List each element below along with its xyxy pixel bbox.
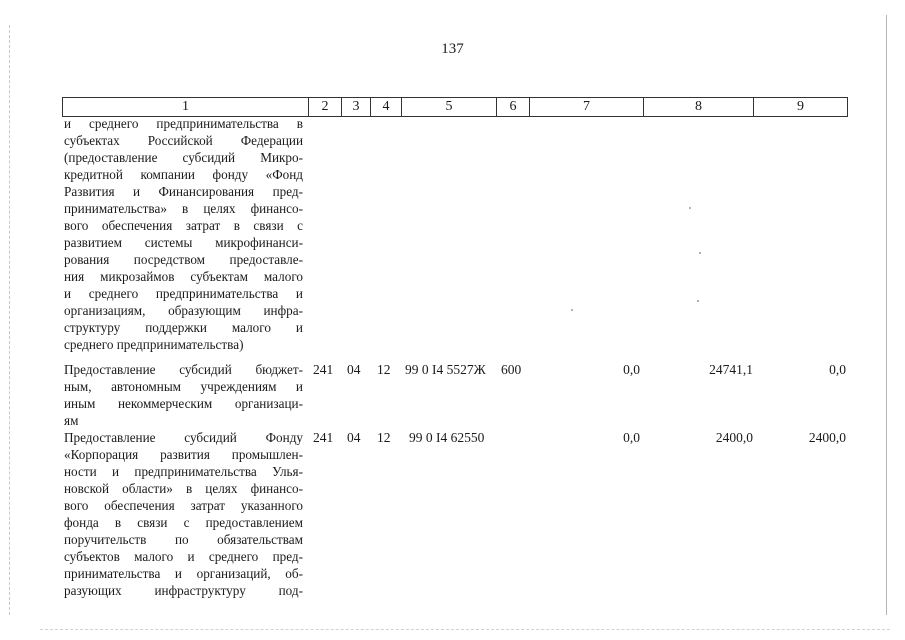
row-1-col-3: 04 [347,362,361,377]
row-0-line: организациям, образующим инфра- [64,303,303,318]
scan-edge-bottom [40,629,890,630]
scan-speck [571,309,573,311]
row-1-line: ным, автономным учреждениям и [64,379,303,394]
scan-speck [699,252,701,254]
row-2-line: поручительств по обязательствам [64,532,303,547]
row-2-col-2: 241 [313,430,334,445]
row-0-line: субъектах Российской Федерации [64,133,303,148]
header-col-1: 1 [62,97,309,117]
row-1-col-2: 241 [313,362,334,377]
row-0-line: и среднего предпринимательства и [64,286,303,301]
row-2-description [64,429,303,599]
row-2-col-5: 99 0 I4 62550 [409,430,485,445]
row-2-line: фонда в связи с предоставлением [64,515,303,530]
row-0-line: вого обеспечения затрат в связи с [64,218,303,233]
row-1-line: иным некоммерческим организаци- [64,396,303,411]
row-2-col-8: 2400,0 [715,430,753,445]
row-2-line: Предоставление субсидий Фонду [64,430,303,445]
scan-edge-right [886,15,887,615]
row-2-line: вого обеспечения затрат указанного [64,498,303,513]
row-1-col-8: 24741,1 [709,362,753,377]
row-0-line: среднего предпринимательства) [64,337,244,352]
row-0-line: кредитной компании фонду «Фонд [64,167,303,182]
row-2-col-3: 04 [347,430,361,445]
row-0-line: (предоставление субсидий Микро- [64,150,303,165]
row-0-line: рования посредством предоставле- [64,252,303,267]
scan-edge-left [9,25,10,615]
row-1-description [64,361,303,429]
row-0-line: развитием системы микрофинанси- [64,235,303,250]
row-2-line: ности и предпринимательства Улья- [64,464,303,479]
row-1-col-9: 0,0 [829,362,846,377]
row-2-line: новской области» в целях финансо- [64,481,303,496]
header-col-2: 2 [308,97,342,117]
row-0-description [64,115,303,353]
row-1-line: ям [64,413,79,428]
header-col-5: 5 [401,97,497,117]
row-0-line: принимательства» в целях финансо- [64,201,303,216]
header-col-7: 7 [529,97,644,117]
header-col-6: 6 [496,97,530,117]
row-2-line: принимательства и организаций, об- [64,566,303,581]
row-0-line: структуру поддержки малого и [64,320,303,335]
row-2-line: разующих инфраструктуру под- [64,583,303,598]
row-2-col-9: 2400,0 [808,430,846,445]
header-col-3: 3 [341,97,371,117]
row-1-line: Предоставление субсидий бюджет- [64,362,303,377]
row-2-line: «Корпорация развития промышлен- [64,447,303,462]
header-col-4: 4 [370,97,402,117]
row-1-col-4: 12 [377,362,391,377]
row-1-col-5: 99 0 I4 5527Ж [405,362,486,377]
header-col-8: 8 [643,97,754,117]
scan-speck [689,207,691,209]
row-2-col-7: 0,0 [623,430,640,445]
row-1-col-7: 0,0 [623,362,640,377]
scan-speck [697,300,699,302]
row-0-line: Развития и Финансирования пред- [64,184,303,199]
row-2-col-4: 12 [377,430,391,445]
row-1-col-6: 600 [501,362,522,377]
row-0-line: и среднего предпринимательства в [64,116,303,131]
row-2-line: субъектов малого и среднего пред- [64,549,303,564]
row-0-line: ния микрозаймов субъектам малого [64,269,303,284]
header-col-9: 9 [753,97,848,117]
page-number: 137 [441,41,464,57]
